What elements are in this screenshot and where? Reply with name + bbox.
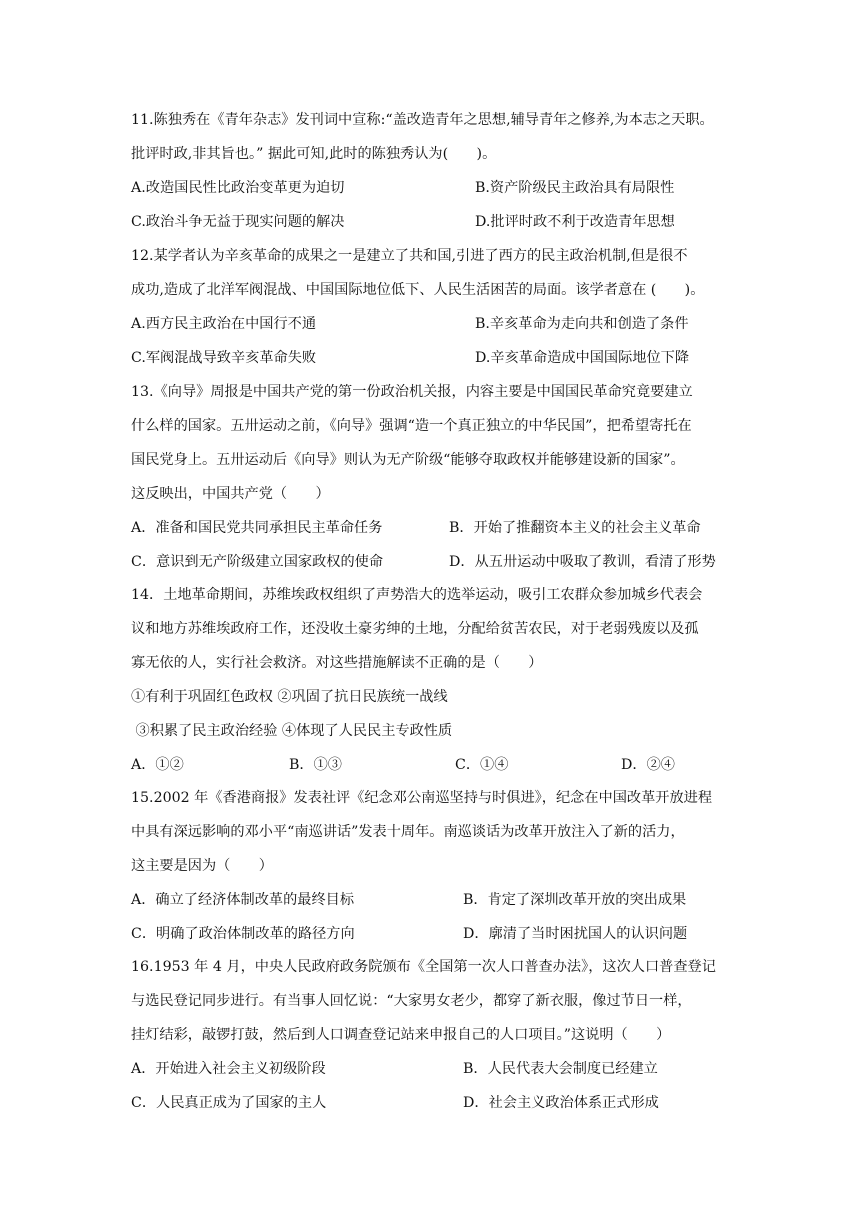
question-stem-line: 11.陈独秀在《青年杂志》发刊词中宣称:“盖改造青年之思想,辅导青年之修养,为本志之天职。	[131, 112, 714, 128]
question-14	[131, 578, 733, 782]
question-stem-line: 寡无依的人，实行社会救济。对这些措施解读不正确的是（ ）	[131, 655, 543, 671]
option-b[interactable]: B.辛亥革命为走向共和创造了条件	[475, 316, 689, 332]
question-stem-line: 12.某学者认为辛亥革命的成果之一是建立了共和国,引进了西方的民主政治机制,但是很不	[131, 248, 688, 264]
option-d[interactable]: D．从五卅运动中吸取了教训，看清了形势	[449, 554, 716, 570]
option-b[interactable]: B．人民代表大会制度已经建立	[463, 1061, 658, 1077]
option-a[interactable]: A.改造国民性比政治变革更为迫切	[131, 180, 345, 196]
option-b[interactable]: B．①③	[289, 757, 342, 773]
option-c[interactable]: C．意识到无产阶级建立国家政权的使命	[131, 554, 384, 570]
option-row	[131, 205, 733, 239]
option-c[interactable]: C．人民真正成为了国家的主人	[131, 1095, 327, 1111]
option-a[interactable]: A．①②	[131, 757, 184, 773]
question-16	[131, 950, 733, 1120]
question-stem-line: 16.1953 年 4 月，中央人民政府政务院颁布《全国第一次人口普查办法》，这次人口普查登记	[131, 959, 716, 975]
question-stem-line: 议和地方苏维埃政府工作，还没收土豪劣绅的土地，分配给贫苦农民，对于老弱残废以及孤	[131, 621, 699, 637]
question-stem-line: 与选民登记同步进行。有当事人回忆说：“大家男女老少，都穿了新衣服，像过节日一样，	[131, 993, 692, 1009]
option-row	[131, 171, 733, 205]
option-a[interactable]: A．准备和国民党共同承担民主革命任务	[131, 520, 383, 536]
option-row	[131, 545, 733, 579]
question-stem-line: 中具有深远影响的邓小平“南巡讲话”发表十周年。南巡谈话为改革开放注入了新的活力，	[131, 824, 685, 840]
option-row	[131, 511, 733, 545]
option-d[interactable]: D．②④	[621, 757, 675, 773]
statement-line: ①有利于巩固红色政权 ②巩固了抗日民族统一战线	[131, 689, 448, 705]
question-stem-line: 这主要是因为（ ）	[131, 858, 273, 874]
option-b[interactable]: B．肯定了深圳改革开放的突出成果	[463, 892, 687, 908]
option-d[interactable]: D.辛亥革命造成中国国际地位下降	[475, 350, 690, 366]
question-stem-line: 成功,造成了北洋军阀混战、中国国际地位低下、人民生活困苦的局面。该学者意在 ( )。	[131, 282, 705, 298]
option-b[interactable]: B．开始了推翻资本主义的社会主义革命	[449, 520, 701, 536]
statement-line: ③积累了民主政治经验 ④体现了人民民主专政性质	[131, 723, 453, 739]
question-13	[131, 375, 733, 579]
option-row	[131, 917, 733, 951]
option-row	[131, 307, 733, 341]
option-c[interactable]: C.军阀混战导致辛亥革命失败	[131, 350, 317, 366]
option-row	[131, 748, 733, 782]
question-stem-line: 什么样的国家。五卅运动之前，《向导》强调“造一个真正独立的中华民国”，把希望寄托在	[131, 418, 692, 434]
question-stem-line: 批评时政,非其旨也。” 据此可知,此时的陈独秀认为( )。	[131, 146, 497, 162]
option-row	[131, 341, 733, 375]
question-15	[131, 781, 733, 951]
option-a[interactable]: A．开始进入社会主义初级阶段	[131, 1061, 326, 1077]
option-b[interactable]: B.资产阶级民主政治具有局限性	[475, 180, 675, 196]
question-stem-line: 挂灯结彩，敲锣打鼓，然后到人口调查登记站来申报自己的人口项目。”这说明（ ）	[131, 1027, 671, 1043]
option-a[interactable]: A．确立了经济体制改革的最终目标	[131, 892, 355, 908]
question-stem-line: 国民党身上。五卅运动后《向导》则认为无产阶级“能够夺取政权并能够建设新的国家”。	[131, 452, 685, 468]
option-a[interactable]: A.西方民主政治在中国行不通	[131, 316, 317, 332]
option-row	[131, 1052, 733, 1086]
question-stem-line: 13.《向导》周报是中国共产党的第一份政治机关报，内容主要是中国国民革命究竟要建立	[131, 384, 693, 400]
option-d[interactable]: D．廓清了当时困扰国人的认识问题	[463, 926, 688, 942]
question-stem-line: 14．土地革命期间，苏维埃政权组织了声势浩大的选举运动，吸引工农群众参加城乡代表会	[131, 587, 703, 603]
question-stem-line: 这反映出，中国共产党（ ）	[131, 486, 330, 502]
option-c[interactable]: C．①④	[455, 757, 509, 773]
question-12	[131, 239, 733, 375]
question-stem-line: 15.2002 年《香港商报》发表社评《纪念邓公南巡坚持与时俱进》，纪念在中国改革开放进程	[131, 790, 713, 806]
option-d[interactable]: D.批评时政不利于改造青年思想	[475, 214, 675, 230]
option-row	[131, 883, 733, 917]
option-c[interactable]: C．明确了政治体制改革的路径方向	[131, 926, 355, 942]
question-11	[131, 103, 733, 239]
option-c[interactable]: C.政治斗争无益于现实问题的解决	[131, 214, 345, 230]
option-d[interactable]: D．社会主义政治体系正式形成	[463, 1095, 659, 1111]
option-row	[131, 1086, 733, 1120]
